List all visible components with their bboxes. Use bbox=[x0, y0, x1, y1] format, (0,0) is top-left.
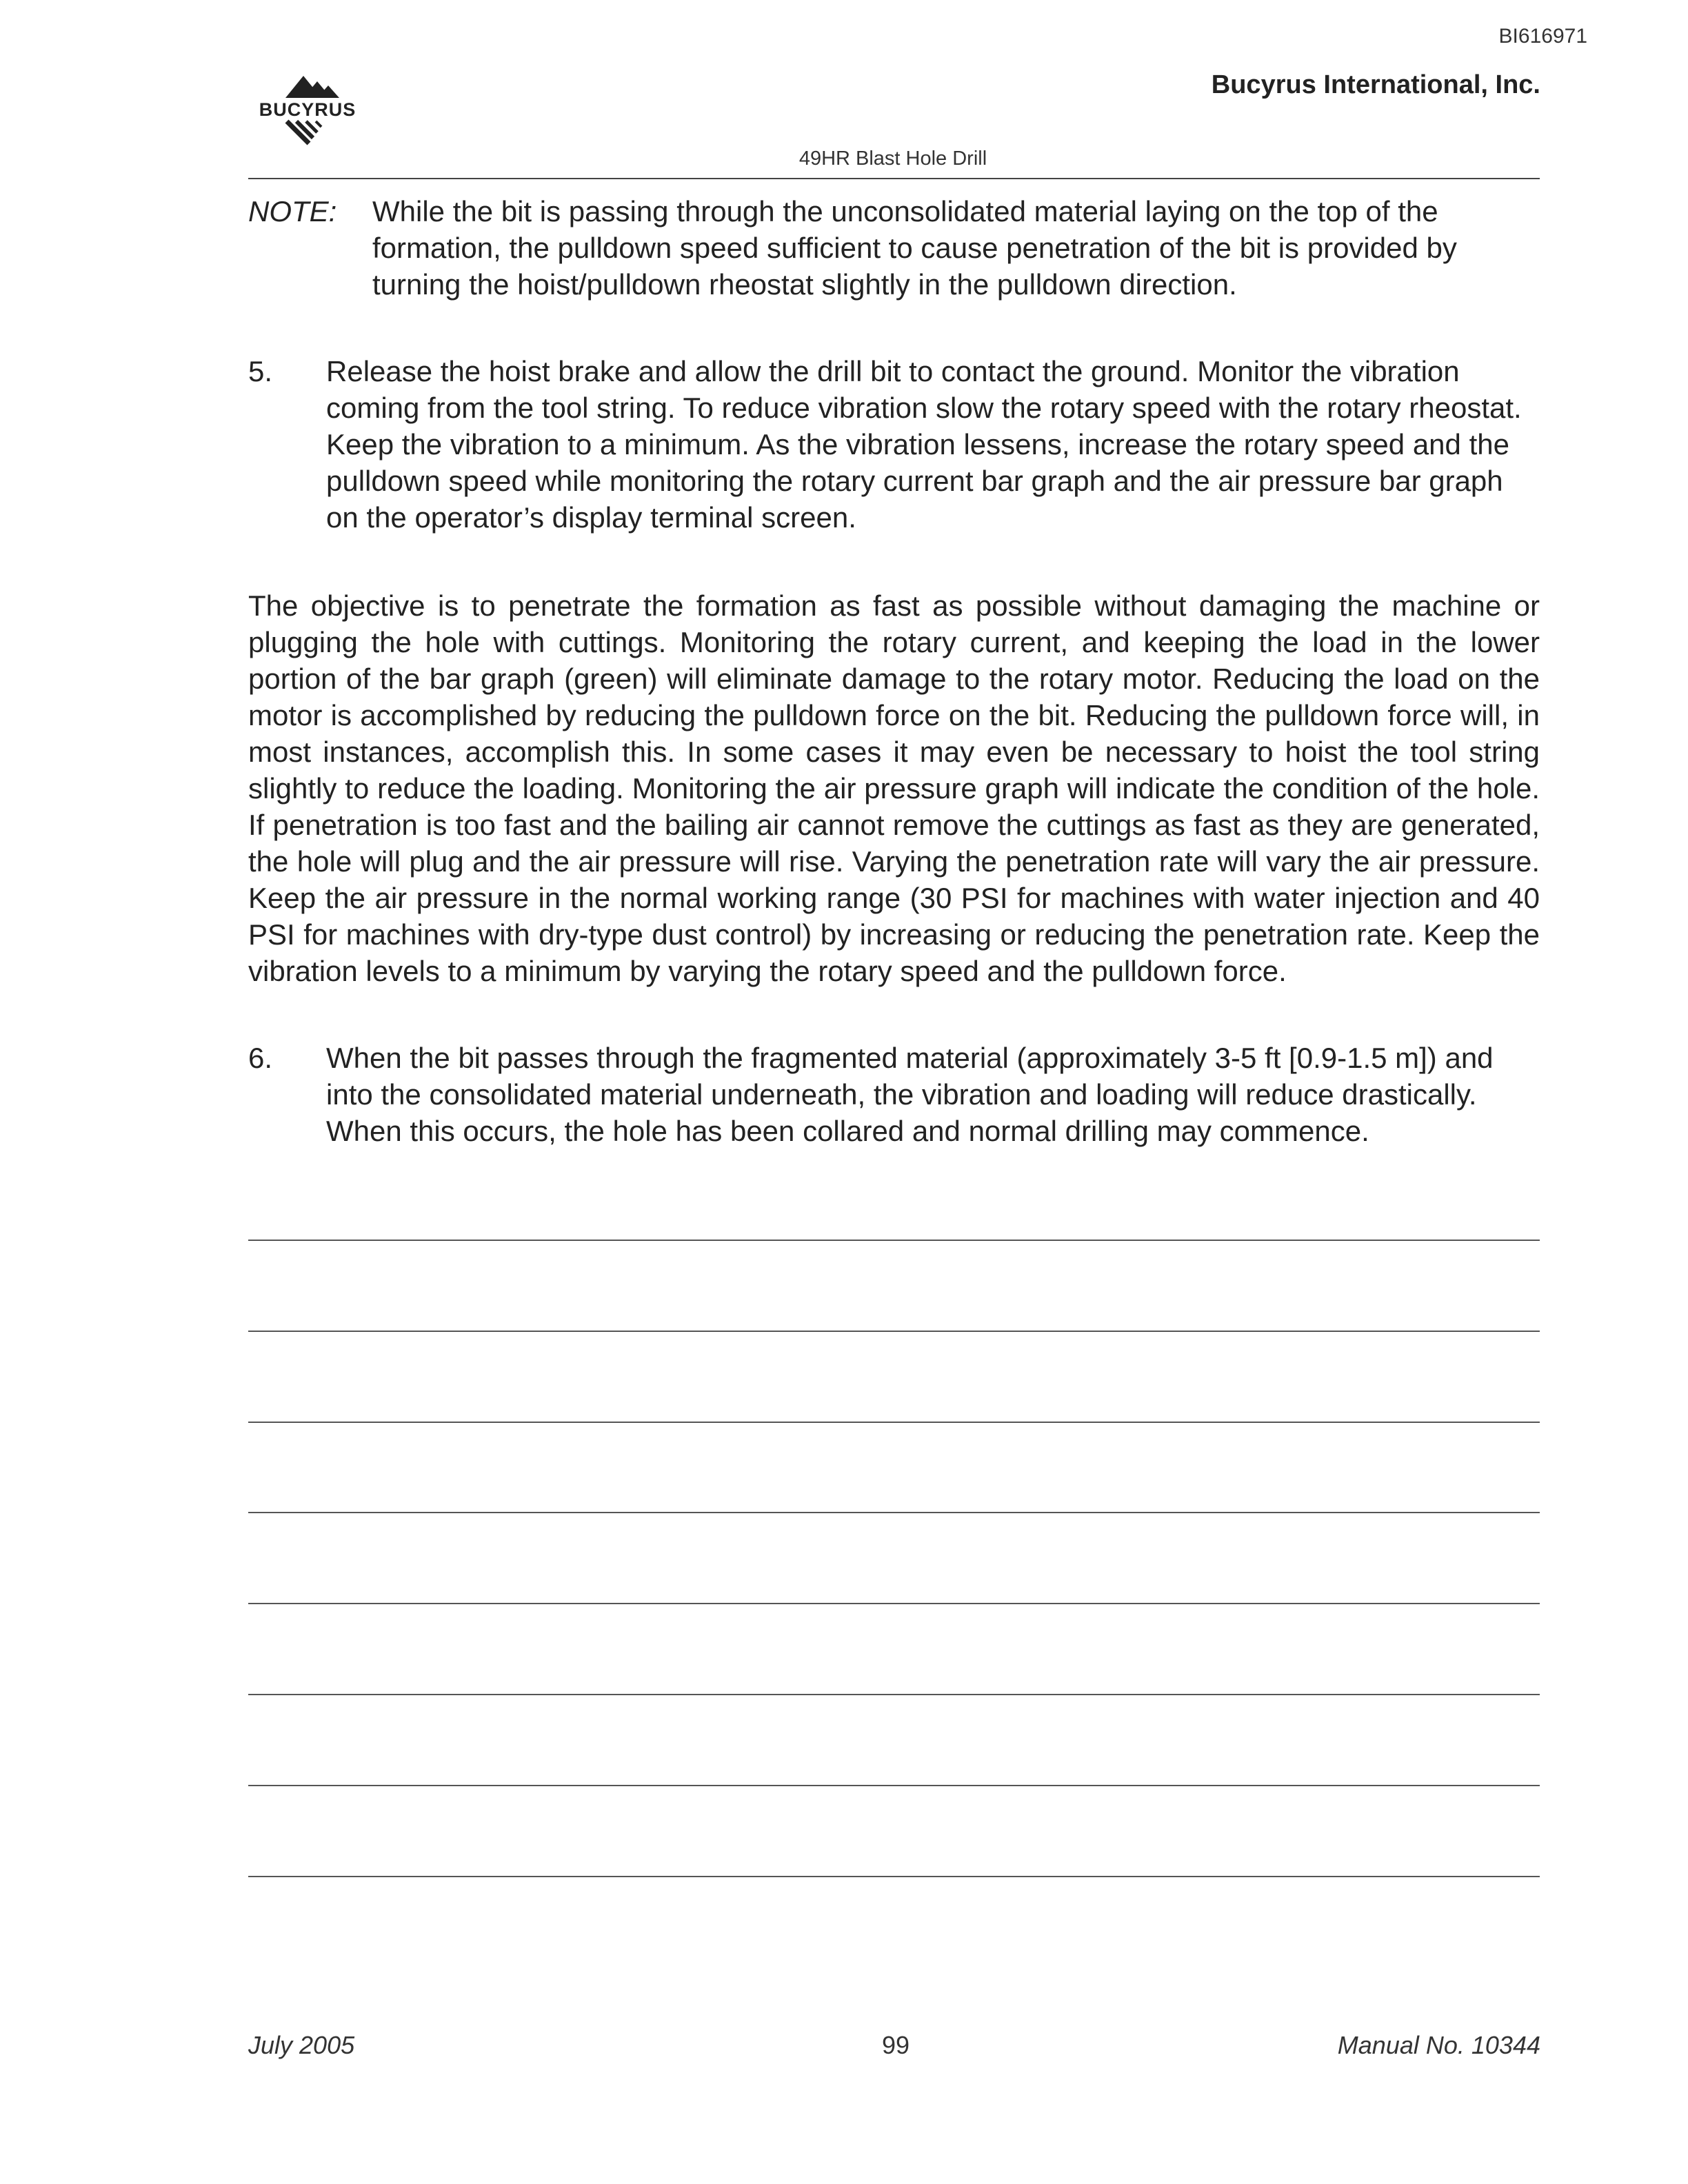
document-subtitle: 49HR Blast Hole Drill bbox=[798, 148, 987, 170]
footer-date: July 2005 bbox=[248, 2031, 355, 2059]
bucyrus-logo bbox=[245, 72, 372, 149]
step-6 bbox=[248, 1040, 1540, 1149]
page-number: 99 bbox=[881, 2031, 910, 2059]
company-name: Bucyrus International, Inc. bbox=[1211, 70, 1540, 99]
notes-line bbox=[248, 1331, 1540, 1332]
notes-line bbox=[248, 1240, 1540, 1241]
notes-line bbox=[248, 1512, 1540, 1513]
step-text: Release the hoist brake and allow the drill bit to contact the ground. Monitor the vibration coming from the tool string. To reduce vibration slow the rotary speed with the rotary rheostat. Keep the vibration to a minimum. As the vibration lessens, increase the rotary speed and the pulldown speed while monitoring the rotary current bar graph and the air pressure bar graph on the operator’s display terminal screen. bbox=[326, 355, 1522, 534]
manual-number: Manual No. 10344 bbox=[1337, 2031, 1540, 2059]
step-text: When the bit passes through the fragmented material (approximately 3-5 ft [0.9-1.5 m]) and into the consolidated material underneath, the vibration and loading will reduce drastically. When this occurs, the hole has been collared and normal drilling may commence. bbox=[326, 1042, 1494, 1147]
note-label: NOTE: bbox=[248, 195, 337, 228]
objective-paragraph: The objective is to penetrate the formation as fast as possible without damaging the machine or plugging the hole with cuttings. Monitoring the rotary current, and keeping the load in the lower portion of the bar graph (green) will eliminate damage to the rotary motor. Reducing the load on the motor is accomplished by reducing the pulldown force on the bit. Reducing the pulldown force will, in most instances, accomplish this. In some cases it may even be necessary to hoist the tool string slightly to reduce the loading. Monitoring the air pressure graph will indicate the condition of the hole. If penetration is too fast and the bailing air cannot remove the cuttings as fast as they are generated, the hole will plug and the air pressure will rise. Varying the penetration rate will vary the air pressure. Keep the air pressure in the normal working range (30 PSI for machines with water injection and 40 PSI for machines with dry-type dust control) by increasing or reducing the penetration rate. Keep the vibration levels to a minimum by varying the rotary speed and the pulldown force. bbox=[248, 589, 1540, 987]
notes-line bbox=[248, 1694, 1540, 1695]
step-number: 5. bbox=[248, 355, 273, 387]
notes-line bbox=[248, 1603, 1540, 1604]
note-block bbox=[248, 193, 1540, 303]
note-text: While the bit is passing through the unconsolidated material laying on the top of the formation, the pulldown speed sufficient to cause penetration of the bit is provided by turning the hoist/pulldown rheostat slightly in the pulldown direction. bbox=[372, 195, 1457, 301]
logo-wordmark: BUCYRUS bbox=[259, 99, 356, 120]
notes-line bbox=[248, 1422, 1540, 1423]
step-number: 6. bbox=[248, 1042, 273, 1074]
step-5 bbox=[248, 353, 1540, 536]
notes-line bbox=[248, 1876, 1540, 1877]
header-divider bbox=[248, 178, 1540, 179]
document-id: BI616971 bbox=[1498, 25, 1587, 48]
notes-line bbox=[248, 1785, 1540, 1786]
